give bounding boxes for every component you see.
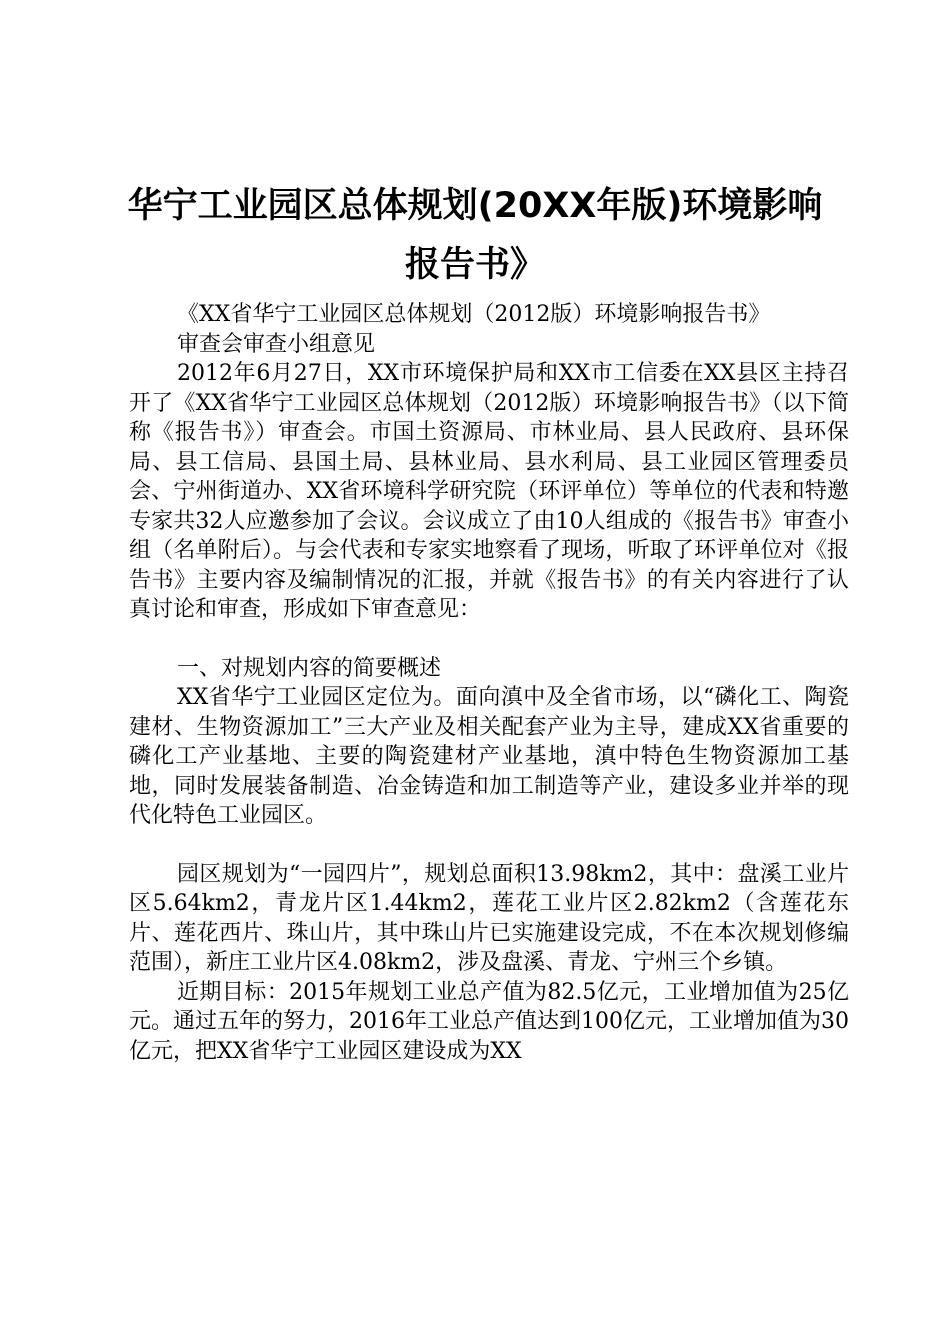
- report-name-paragraph: 《XX省华宁工业园区总体规划（2012版）环境影响报告书》: [177, 302, 771, 327]
- document-title-line-1: 华宁工业园区总体规划(20XX年版)环境影响: [127, 186, 823, 226]
- section-heading-1: 一、对规划内容的简要概述: [177, 655, 442, 681]
- park-area-paragraph: 园区规划为“一园四片”，规划总面积13.98km2，其中：盘溪工业片区5.64km2，青龙片区1.44km2，莲花工业片区2.82km2（含莲花东片、莲花西片、珠山片，其中珠山片已实施建设完成，不在本次规划修编范围），新庄工业片区4.08km2，涉及盘溪、青龙、宁州三个乡镇。: [129, 861, 849, 975]
- document-title-line-2: 报告书》: [404, 245, 545, 285]
- meeting-summary-paragraph: 2012年6月27日，XX市环境保护局和XX市工信委在XX县区主持召开了《XX省华宁工业园区总体规划（2012版）环境影响报告书》（以下简称《报告书》）审查会。市国土资源局、市林业局、县人民政府、县环保局、县工信局、县国土局、县林业局、县水利局、县工业园区管理委员会、宁州街道办、XX省环境科学研究院（环评单位）等单位的代表和特邀专家共32人应邀参加了会议。会议成立了由10人组成的《报告书》审查小组（名单附后）。与会代表和专家实地察看了现场，听取了环评单位对《报告书》主要内容及编制情况的汇报，并就《报告书》的有关内容进行了认真讨论和审查，形成如下审查意见：: [129, 361, 849, 622]
- review-group-heading: 审查会审查小组意见: [177, 331, 376, 357]
- document-body: [129, 300, 849, 1066]
- short-term-goal-paragraph: 近期目标：2015年规划工业总产值为82.5亿元，工业增加值为25亿元。通过五年的努力，2016年工业总产值达到100亿元，工业增加值为30亿元，把XX省华宁工业园区建设成为XX: [129, 979, 849, 1064]
- park-positioning-paragraph: XX省华宁工业园区定位为。面向滇中及全省市场，以“磷化工、陶瓷建材、生物资源加工”三大产业及相关配套产业为主导，建成XX省重要的磷化工产业基地、主要的陶瓷建材产业基地，滇中特色生物资源加工基地，同时发展装备制造、冶金铸造和加工制造等产业，建设多业并举的现代化特色工业园区。: [129, 685, 849, 828]
